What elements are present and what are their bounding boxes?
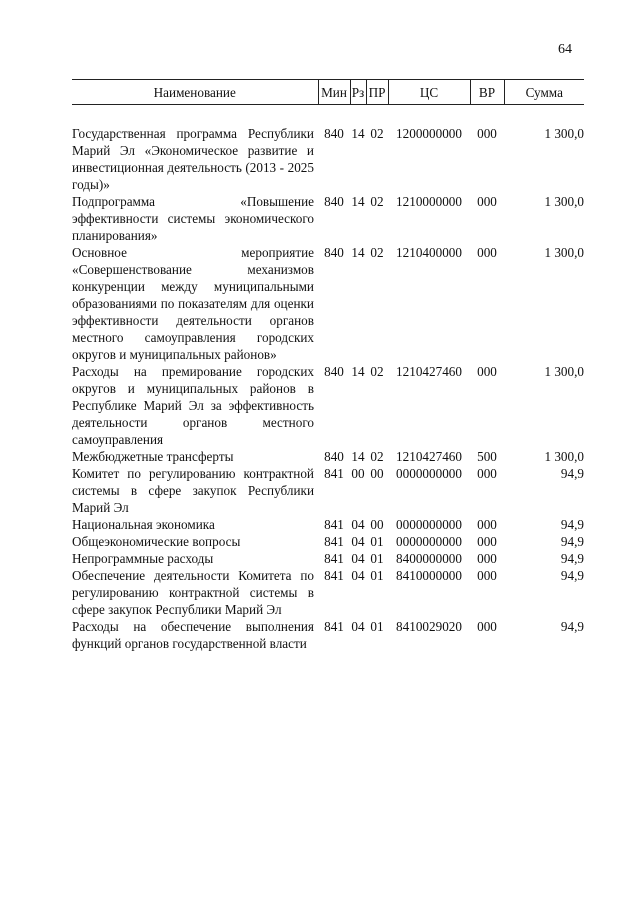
page-number: 64 — [558, 42, 572, 57]
header-vr: ВР — [470, 80, 504, 105]
row-cs: 0000000000 — [396, 534, 462, 549]
header-sum: Сумма — [504, 80, 584, 105]
row-name: Общеэкономические вопросы — [72, 534, 241, 549]
row-rz: 04 — [351, 619, 365, 634]
row-name: Обеспечение деятельности Комитета по регулированию контрактной системы в сфере закупок Республики Марий Эл — [72, 568, 314, 617]
row-vr: 000 — [477, 194, 497, 209]
row-sum: 1 300,0 — [544, 126, 584, 141]
table-row — [72, 244, 584, 363]
row-min: 840 — [324, 194, 344, 209]
row-cs: 8410000000 — [396, 568, 462, 583]
table-row — [72, 567, 584, 618]
row-pr: 02 — [370, 245, 384, 260]
row-vr: 000 — [477, 245, 497, 260]
row-cs: 1200000000 — [396, 126, 462, 141]
row-pr: 02 — [370, 364, 384, 379]
row-pr: 01 — [370, 568, 384, 583]
table-row — [72, 193, 584, 244]
row-pr: 02 — [370, 449, 384, 464]
table-row — [72, 533, 584, 550]
row-vr: 000 — [477, 126, 497, 141]
budget-table — [72, 79, 584, 652]
table-header-row — [72, 80, 584, 105]
header-name: Наименование — [72, 80, 318, 105]
row-vr: 000 — [477, 568, 497, 583]
row-cs: 8400000000 — [396, 551, 462, 566]
table-body — [72, 105, 584, 653]
row-name: Государственная программа Республики Марий Эл «Экономическое развитие и инвестиционная деятельность (2013 - 2025 годы)» — [72, 126, 314, 192]
row-rz: 14 — [351, 449, 365, 464]
row-name: Непрограммные расходы — [72, 551, 214, 566]
table-row — [72, 618, 584, 652]
row-vr: 000 — [477, 619, 497, 634]
row-pr: 01 — [370, 551, 384, 566]
row-name: Основное мероприятие «Совершенствование механизмов конкуренции между муниципальными образованиями по показателям для оценки эффективности деятельности органов местного самоуправления городских округов и муниципальных районов» — [72, 245, 314, 362]
row-vr: 000 — [477, 364, 497, 379]
row-sum: 94,9 — [560, 619, 584, 634]
row-min: 841 — [324, 517, 344, 532]
row-sum: 1 300,0 — [544, 194, 584, 209]
header-min: Мин — [318, 80, 350, 105]
row-rz: 14 — [351, 245, 365, 260]
row-rz: 14 — [351, 194, 365, 209]
row-vr: 000 — [477, 466, 497, 481]
table-row — [72, 105, 584, 194]
row-name: Расходы на премирование городских округов и муниципальных районов в Республике Марий Эл за эффективность деятельности органов местного самоуправления — [72, 364, 314, 447]
header-cs: ЦС — [388, 80, 470, 105]
row-min: 840 — [324, 126, 344, 141]
table-row — [72, 516, 584, 533]
row-rz: 14 — [351, 126, 365, 141]
row-vr: 500 — [477, 449, 497, 464]
row-pr: 02 — [370, 126, 384, 141]
row-cs: 1210000000 — [396, 194, 462, 209]
row-pr: 01 — [370, 619, 384, 634]
row-cs: 1210427460 — [396, 364, 462, 379]
row-rz: 04 — [351, 568, 365, 583]
row-min: 840 — [324, 364, 344, 379]
row-sum: 94,9 — [560, 466, 584, 481]
row-cs: 0000000000 — [396, 466, 462, 481]
row-sum: 1 300,0 — [544, 364, 584, 379]
row-cs: 1210400000 — [396, 245, 462, 260]
row-vr: 000 — [477, 517, 497, 532]
row-sum: 94,9 — [560, 534, 584, 549]
row-rz: 04 — [351, 551, 365, 566]
row-name: Расходы на обеспечение выполнения функций органов государственной власти — [72, 619, 314, 651]
row-pr: 00 — [370, 517, 384, 532]
table-row — [72, 550, 584, 567]
table-row — [72, 448, 584, 465]
header-pr: ПР — [366, 80, 388, 105]
row-min: 840 — [324, 245, 344, 260]
row-sum: 94,9 — [560, 517, 584, 532]
row-sum: 94,9 — [560, 551, 584, 566]
row-cs: 0000000000 — [396, 517, 462, 532]
row-min: 841 — [324, 534, 344, 549]
row-name: Национальная экономика — [72, 517, 215, 532]
row-rz: 04 — [351, 517, 365, 532]
table-row — [72, 363, 584, 448]
row-cs: 8410029020 — [396, 619, 462, 634]
row-pr: 01 — [370, 534, 384, 549]
row-pr: 02 — [370, 194, 384, 209]
row-name: Межбюджетные трансферты — [72, 449, 234, 464]
row-vr: 000 — [477, 534, 497, 549]
table-row — [72, 465, 584, 516]
row-cs: 1210427460 — [396, 449, 462, 464]
row-min: 841 — [324, 619, 344, 634]
row-vr: 000 — [477, 551, 497, 566]
header-rz: Рз — [350, 80, 366, 105]
row-sum: 1 300,0 — [544, 245, 584, 260]
row-rz: 04 — [351, 534, 365, 549]
row-min: 841 — [324, 568, 344, 583]
row-sum: 94,9 — [560, 568, 584, 583]
row-name: Комитет по регулированию контрактной системы в сфере закупок Республики Марий Эл — [72, 466, 314, 515]
row-name: Подпрограмма «Повышение эффективности системы экономического планирования» — [72, 194, 314, 243]
row-rz: 00 — [351, 466, 365, 481]
row-min: 840 — [324, 449, 344, 464]
row-sum: 1 300,0 — [544, 449, 584, 464]
row-min: 841 — [324, 551, 344, 566]
row-pr: 00 — [370, 466, 384, 481]
row-rz: 14 — [351, 364, 365, 379]
row-min: 841 — [324, 466, 344, 481]
